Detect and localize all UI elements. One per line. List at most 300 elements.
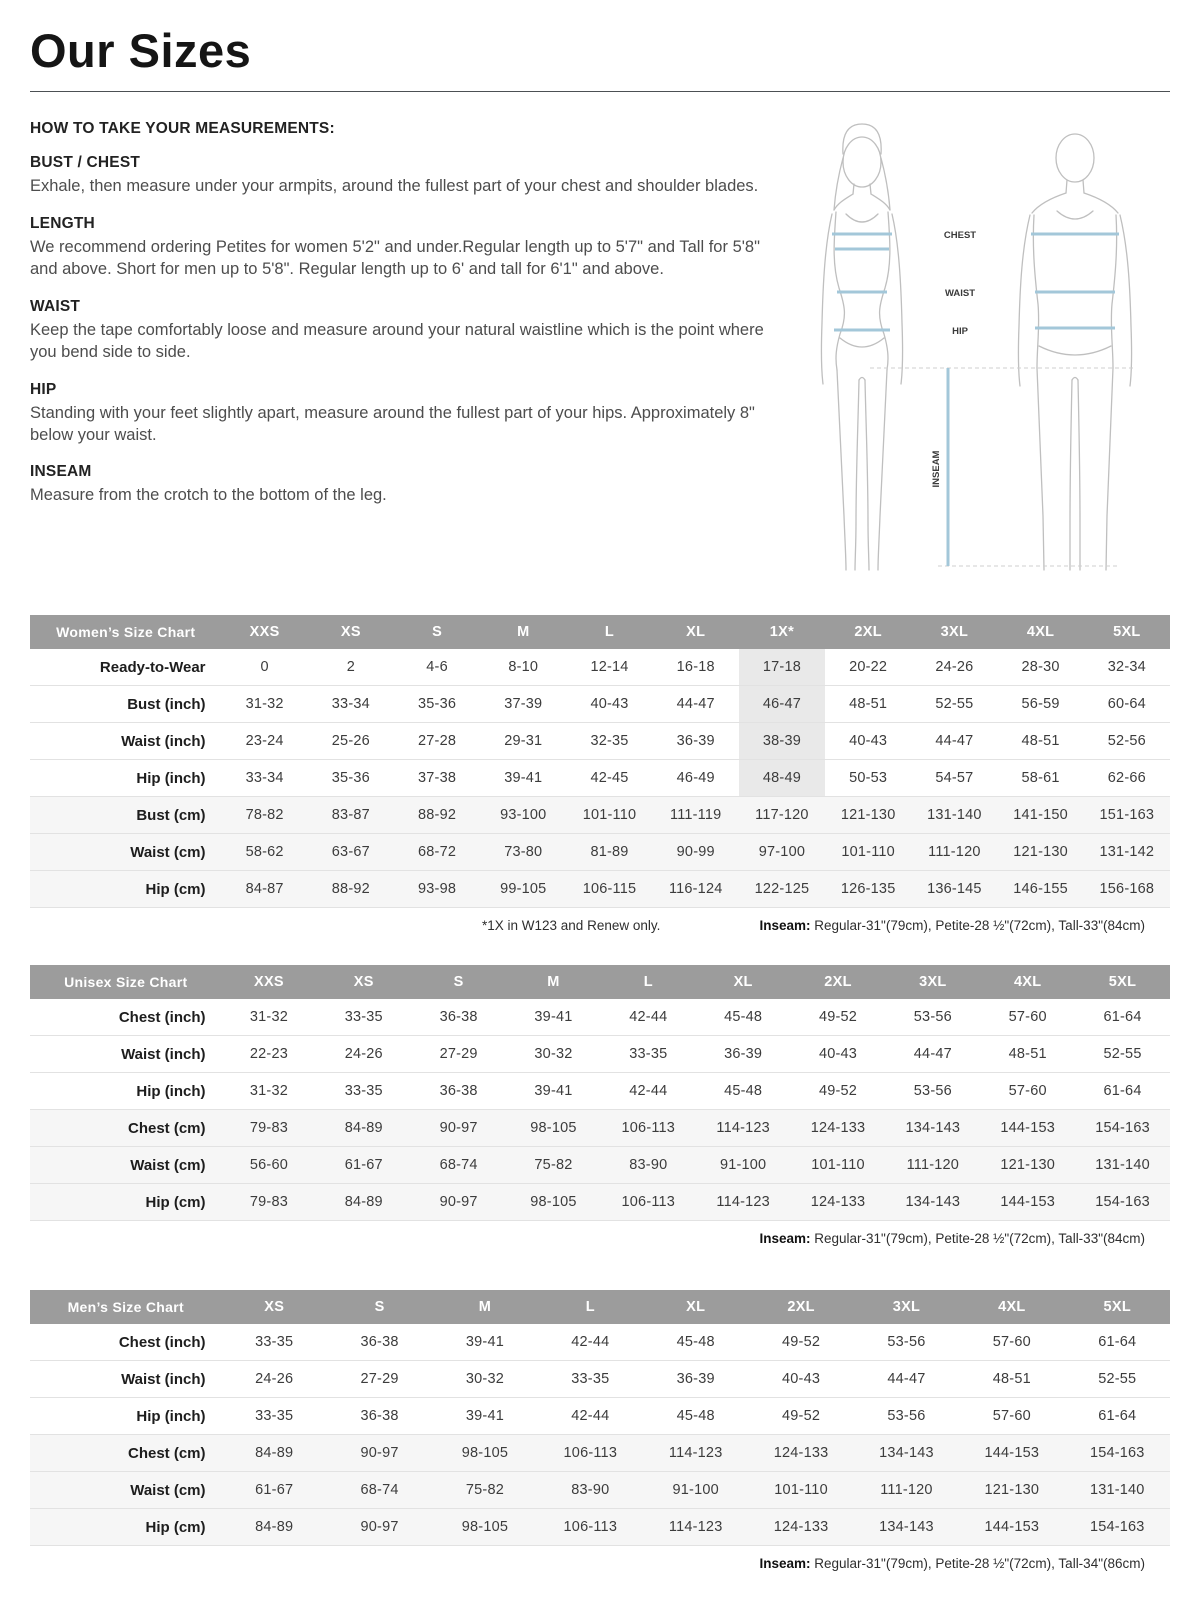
size-value-cell: 98-105 bbox=[432, 1435, 537, 1472]
size-value-cell: 79-83 bbox=[222, 1184, 317, 1221]
size-column-header: 5XL bbox=[1084, 615, 1170, 649]
measurement-instructions bbox=[30, 116, 772, 524]
size-value-cell: 52-55 bbox=[911, 686, 997, 723]
size-value-cell: 131-142 bbox=[1084, 834, 1170, 871]
size-value-cell: 61-67 bbox=[222, 1472, 327, 1509]
size-column-header: 4XL bbox=[997, 615, 1083, 649]
size-column-header: 3XL bbox=[911, 615, 997, 649]
size-table-row bbox=[30, 686, 1170, 723]
size-table-row bbox=[30, 1147, 1170, 1184]
size-value-cell: 53-56 bbox=[885, 1073, 980, 1110]
size-table-row bbox=[30, 1110, 1170, 1147]
size-value-cell: 73-80 bbox=[480, 834, 566, 871]
size-value-cell: 36-38 bbox=[411, 999, 506, 1036]
size-value-cell: 91-100 bbox=[696, 1147, 791, 1184]
size-value-cell: 88-92 bbox=[308, 871, 394, 908]
size-value-cell: 56-60 bbox=[222, 1147, 317, 1184]
size-value-cell: 101-110 bbox=[748, 1472, 853, 1509]
size-value-cell: 121-130 bbox=[997, 834, 1083, 871]
size-value-cell: 12-14 bbox=[566, 649, 652, 686]
size-value-cell: 48-51 bbox=[825, 686, 911, 723]
womens-table-footnotes bbox=[30, 918, 1145, 933]
size-value-cell: 36-38 bbox=[411, 1073, 506, 1110]
size-value-cell: 61-64 bbox=[1065, 1398, 1170, 1435]
size-value-cell: 90-97 bbox=[411, 1184, 506, 1221]
size-value-cell: 131-140 bbox=[1065, 1472, 1170, 1509]
size-value-cell: 154-163 bbox=[1075, 1110, 1170, 1147]
size-value-cell: 114-123 bbox=[643, 1509, 748, 1546]
size-value-cell: 136-145 bbox=[911, 871, 997, 908]
size-value-cell: 144-153 bbox=[959, 1435, 1064, 1472]
size-value-cell: 84-89 bbox=[316, 1110, 411, 1147]
size-value-cell: 39-41 bbox=[432, 1398, 537, 1435]
size-table-row bbox=[30, 1472, 1170, 1509]
size-column-header: L bbox=[566, 615, 652, 649]
size-column-header: 4XL bbox=[980, 965, 1075, 999]
size-value-cell: 33-35 bbox=[316, 999, 411, 1036]
size-value-cell: 101-110 bbox=[825, 834, 911, 871]
size-value-cell: 16-18 bbox=[653, 649, 739, 686]
diagram-labels bbox=[931, 230, 976, 487]
size-value-cell: 75-82 bbox=[506, 1147, 601, 1184]
chest-label: CHEST bbox=[943, 230, 977, 242]
size-value-cell: 68-74 bbox=[411, 1147, 506, 1184]
size-column-header: 5XL bbox=[1065, 1290, 1170, 1324]
size-value-cell: 90-97 bbox=[327, 1435, 432, 1472]
size-value-cell: 124-133 bbox=[748, 1435, 853, 1472]
size-value-cell: 88-92 bbox=[394, 797, 480, 834]
size-value-cell: 93-98 bbox=[394, 871, 480, 908]
size-value-cell: 124-133 bbox=[748, 1509, 853, 1546]
size-tables bbox=[30, 615, 1170, 1571]
size-value-cell: 60-64 bbox=[1084, 686, 1170, 723]
size-value-cell: 61-64 bbox=[1075, 999, 1170, 1036]
size-value-cell: 61-64 bbox=[1065, 1324, 1170, 1361]
size-value-cell: 39-41 bbox=[432, 1324, 537, 1361]
size-value-cell: 63-67 bbox=[308, 834, 394, 871]
size-column-header: S bbox=[411, 965, 506, 999]
size-value-cell: 101-110 bbox=[566, 797, 652, 834]
row-label: Waist (cm) bbox=[30, 1472, 222, 1509]
size-value-cell: 23-24 bbox=[222, 723, 308, 760]
size-table-title: Men’s Size Chart bbox=[30, 1290, 222, 1324]
size-value-cell: 39-41 bbox=[506, 1073, 601, 1110]
size-value-cell: 106-113 bbox=[601, 1184, 696, 1221]
size-value-cell: 42-44 bbox=[538, 1324, 643, 1361]
size-value-cell: 122-125 bbox=[739, 871, 825, 908]
size-value-cell: 151-163 bbox=[1084, 797, 1170, 834]
size-table-row bbox=[30, 1435, 1170, 1472]
size-value-cell: 117-120 bbox=[739, 797, 825, 834]
row-label: Chest (cm) bbox=[30, 1110, 222, 1147]
size-column-header: 3XL bbox=[854, 1290, 959, 1324]
size-table-row bbox=[30, 649, 1170, 686]
size-value-cell: 17-18 bbox=[739, 649, 825, 686]
size-value-cell: 58-62 bbox=[222, 834, 308, 871]
womens-inseam-note bbox=[759, 918, 1145, 933]
size-column-header: XS bbox=[316, 965, 411, 999]
size-value-cell: 0 bbox=[222, 649, 308, 686]
size-value-cell: 106-113 bbox=[601, 1110, 696, 1147]
man-figure bbox=[1018, 134, 1131, 570]
size-value-cell: 98-105 bbox=[506, 1110, 601, 1147]
row-label: Hip (inch) bbox=[30, 1398, 222, 1435]
inseam-note-label: Inseam: bbox=[759, 1231, 811, 1247]
size-value-cell: 40-43 bbox=[791, 1036, 886, 1073]
size-column-header: L bbox=[538, 1290, 643, 1324]
size-value-cell: 84-89 bbox=[222, 1509, 327, 1546]
row-label: Waist (cm) bbox=[30, 834, 222, 871]
size-table-title: Women’s Size Chart bbox=[30, 615, 222, 649]
size-value-cell: 31-32 bbox=[222, 999, 317, 1036]
size-value-cell: 54-57 bbox=[911, 760, 997, 797]
size-column-header: 1X* bbox=[739, 615, 825, 649]
size-value-cell: 49-52 bbox=[791, 999, 886, 1036]
section-text: We recommend ordering Petites for women 5'2" and under.Regular length up to 5'7" and Tall for 5'8" and above. Short for men up to 5'8". Regular length up to 6' and tall for 6'1" and above. bbox=[30, 237, 760, 279]
size-value-cell: 31-32 bbox=[222, 686, 308, 723]
size-value-cell: 37-39 bbox=[480, 686, 566, 723]
size-table-row bbox=[30, 1073, 1170, 1110]
section-title: LENGTH bbox=[30, 214, 95, 232]
size-table-header-row bbox=[30, 965, 1170, 999]
mens-inseam-note bbox=[759, 1556, 1145, 1571]
size-value-cell: 134-143 bbox=[854, 1435, 959, 1472]
section-inseam bbox=[30, 463, 772, 506]
size-value-cell: 78-82 bbox=[222, 797, 308, 834]
size-column-header: XXS bbox=[222, 615, 308, 649]
size-value-cell: 24-26 bbox=[316, 1036, 411, 1073]
size-table-row bbox=[30, 723, 1170, 760]
size-value-cell: 93-100 bbox=[480, 797, 566, 834]
size-column-header: L bbox=[601, 965, 696, 999]
size-value-cell: 81-89 bbox=[566, 834, 652, 871]
inseam-label: INSEAM bbox=[931, 450, 942, 488]
row-label: Waist (cm) bbox=[30, 1147, 222, 1184]
size-value-cell: 35-36 bbox=[394, 686, 480, 723]
size-value-cell: 32-34 bbox=[1084, 649, 1170, 686]
size-column-header: XL bbox=[696, 965, 791, 999]
one-x-footnote: *1X in W123 and Renew only. bbox=[482, 918, 661, 934]
size-value-cell: 57-60 bbox=[980, 1073, 1075, 1110]
size-value-cell: 33-35 bbox=[538, 1361, 643, 1398]
size-value-cell: 30-32 bbox=[432, 1361, 537, 1398]
size-value-cell: 33-35 bbox=[601, 1036, 696, 1073]
size-value-cell: 48-49 bbox=[739, 760, 825, 797]
inseam-note-text: Regular-31"(79cm), Petite-28 ½"(72cm), Tall-33"(84cm) bbox=[810, 1231, 1145, 1247]
row-label: Waist (inch) bbox=[30, 1361, 222, 1398]
row-label: Hip (cm) bbox=[30, 1509, 222, 1546]
size-value-cell: 30-32 bbox=[506, 1036, 601, 1073]
size-value-cell: 154-163 bbox=[1065, 1509, 1170, 1546]
size-value-cell: 29-31 bbox=[480, 723, 566, 760]
size-value-cell: 52-56 bbox=[1084, 723, 1170, 760]
size-column-header: XS bbox=[222, 1290, 327, 1324]
unisex-size-table bbox=[30, 965, 1170, 1221]
measurement-lines bbox=[832, 234, 1119, 566]
size-value-cell: 90-97 bbox=[411, 1110, 506, 1147]
row-label: Hip (cm) bbox=[30, 871, 222, 908]
size-value-cell: 33-35 bbox=[222, 1398, 327, 1435]
size-value-cell: 106-115 bbox=[566, 871, 652, 908]
size-value-cell: 40-43 bbox=[748, 1361, 853, 1398]
size-value-cell: 49-52 bbox=[748, 1398, 853, 1435]
size-value-cell: 46-49 bbox=[653, 760, 739, 797]
size-value-cell: 36-38 bbox=[327, 1398, 432, 1435]
size-value-cell: 52-55 bbox=[1065, 1361, 1170, 1398]
size-value-cell: 53-56 bbox=[885, 999, 980, 1036]
size-value-cell: 116-124 bbox=[653, 871, 739, 908]
woman-figure bbox=[821, 124, 902, 570]
section-hip bbox=[30, 381, 772, 447]
size-value-cell: 84-87 bbox=[222, 871, 308, 908]
size-value-cell: 36-38 bbox=[327, 1324, 432, 1361]
size-value-cell: 31-32 bbox=[222, 1073, 317, 1110]
size-column-header: 2XL bbox=[791, 965, 886, 999]
mens-size-table bbox=[30, 1290, 1170, 1546]
size-table-row bbox=[30, 760, 1170, 797]
size-value-cell: 33-35 bbox=[316, 1073, 411, 1110]
size-value-cell: 45-48 bbox=[643, 1398, 748, 1435]
size-value-cell: 124-133 bbox=[791, 1184, 886, 1221]
size-value-cell: 27-29 bbox=[327, 1361, 432, 1398]
size-table-header-row bbox=[30, 1290, 1170, 1324]
size-value-cell: 91-100 bbox=[643, 1472, 748, 1509]
size-value-cell: 154-163 bbox=[1065, 1435, 1170, 1472]
size-value-cell: 83-87 bbox=[308, 797, 394, 834]
size-value-cell: 111-119 bbox=[653, 797, 739, 834]
size-value-cell: 106-113 bbox=[538, 1435, 643, 1472]
section-text: Keep the tape comfortably loose and measure around your natural waistline which is the point where you bend side to side. bbox=[30, 320, 764, 362]
section-text: Measure from the crotch to the bottom of the leg. bbox=[30, 486, 387, 505]
size-value-cell: 68-74 bbox=[327, 1472, 432, 1509]
size-value-cell: 2 bbox=[308, 649, 394, 686]
size-value-cell: 32-35 bbox=[566, 723, 652, 760]
size-value-cell: 114-123 bbox=[696, 1110, 791, 1147]
size-value-cell: 27-29 bbox=[411, 1036, 506, 1073]
size-value-cell: 53-56 bbox=[854, 1324, 959, 1361]
size-table-row bbox=[30, 871, 1170, 908]
waist-label: WAIST bbox=[944, 288, 976, 300]
size-value-cell: 114-123 bbox=[643, 1435, 748, 1472]
size-value-cell: 53-56 bbox=[854, 1398, 959, 1435]
size-value-cell: 131-140 bbox=[1075, 1147, 1170, 1184]
row-label: Waist (inch) bbox=[30, 723, 222, 760]
size-value-cell: 57-60 bbox=[980, 999, 1075, 1036]
size-value-cell: 79-83 bbox=[222, 1110, 317, 1147]
size-value-cell: 57-60 bbox=[959, 1324, 1064, 1361]
size-value-cell: 45-48 bbox=[696, 999, 791, 1036]
size-table-row bbox=[30, 1398, 1170, 1435]
size-value-cell: 50-53 bbox=[825, 760, 911, 797]
size-value-cell: 44-47 bbox=[653, 686, 739, 723]
size-value-cell: 134-143 bbox=[854, 1509, 959, 1546]
size-value-cell: 121-130 bbox=[980, 1147, 1075, 1184]
size-value-cell: 62-66 bbox=[1084, 760, 1170, 797]
size-value-cell: 36-39 bbox=[643, 1361, 748, 1398]
size-value-cell: 98-105 bbox=[506, 1184, 601, 1221]
size-value-cell: 49-52 bbox=[791, 1073, 886, 1110]
size-value-cell: 44-47 bbox=[854, 1361, 959, 1398]
section-length bbox=[30, 215, 772, 281]
size-table-row bbox=[30, 1184, 1170, 1221]
size-value-cell: 111-120 bbox=[854, 1472, 959, 1509]
size-table-row bbox=[30, 1361, 1170, 1398]
size-table-row bbox=[30, 1509, 1170, 1546]
size-value-cell: 45-48 bbox=[696, 1073, 791, 1110]
size-value-cell: 37-38 bbox=[394, 760, 480, 797]
size-value-cell: 58-61 bbox=[997, 760, 1083, 797]
size-value-cell: 39-41 bbox=[506, 999, 601, 1036]
size-value-cell: 84-89 bbox=[316, 1184, 411, 1221]
size-column-header: 3XL bbox=[885, 965, 980, 999]
size-value-cell: 48-51 bbox=[997, 723, 1083, 760]
inseam-note-label: Inseam: bbox=[759, 1556, 811, 1572]
hip-label: HIP bbox=[952, 326, 968, 338]
size-value-cell: 39-41 bbox=[480, 760, 566, 797]
size-value-cell: 36-39 bbox=[696, 1036, 791, 1073]
size-value-cell: 131-140 bbox=[911, 797, 997, 834]
size-column-header: 2XL bbox=[748, 1290, 853, 1324]
size-table-row bbox=[30, 999, 1170, 1036]
size-value-cell: 144-153 bbox=[980, 1184, 1075, 1221]
section-title: INSEAM bbox=[30, 463, 92, 481]
size-value-cell: 124-133 bbox=[791, 1110, 886, 1147]
size-value-cell: 141-150 bbox=[997, 797, 1083, 834]
size-value-cell: 27-28 bbox=[394, 723, 480, 760]
size-table-header-row bbox=[30, 615, 1170, 649]
size-value-cell: 101-110 bbox=[791, 1147, 886, 1184]
size-value-cell: 83-90 bbox=[538, 1472, 643, 1509]
size-value-cell: 83-90 bbox=[601, 1147, 696, 1184]
size-value-cell: 52-55 bbox=[1075, 1036, 1170, 1073]
size-value-cell: 99-105 bbox=[480, 871, 566, 908]
size-table-row bbox=[30, 1324, 1170, 1361]
size-value-cell: 33-34 bbox=[308, 686, 394, 723]
size-value-cell: 42-44 bbox=[601, 999, 696, 1036]
size-value-cell: 48-51 bbox=[980, 1036, 1075, 1073]
size-column-header: 4XL bbox=[959, 1290, 1064, 1324]
size-value-cell: 106-113 bbox=[538, 1509, 643, 1546]
size-value-cell: 40-43 bbox=[825, 723, 911, 760]
size-table-row bbox=[30, 797, 1170, 834]
inseam-note-text: Regular-31"(79cm), Petite-28 ½"(72cm), Tall-33"(84cm) bbox=[810, 918, 1145, 934]
section-title: WAIST bbox=[30, 297, 81, 315]
size-value-cell: 44-47 bbox=[911, 723, 997, 760]
size-value-cell: 114-123 bbox=[696, 1184, 791, 1221]
size-column-header: XL bbox=[653, 615, 739, 649]
section-bust-chest bbox=[30, 154, 772, 197]
size-value-cell: 144-153 bbox=[959, 1509, 1064, 1546]
size-value-cell: 42-44 bbox=[601, 1073, 696, 1110]
size-column-header: XS bbox=[308, 615, 394, 649]
row-label: Bust (cm) bbox=[30, 797, 222, 834]
size-value-cell: 49-52 bbox=[748, 1324, 853, 1361]
size-column-header: M bbox=[480, 615, 566, 649]
measurements-block bbox=[30, 116, 1170, 583]
size-value-cell: 22-23 bbox=[222, 1036, 317, 1073]
size-value-cell: 111-120 bbox=[911, 834, 997, 871]
size-column-header: S bbox=[327, 1290, 432, 1324]
size-value-cell: 144-153 bbox=[980, 1110, 1075, 1147]
row-label: Ready-to-Wear bbox=[30, 649, 222, 686]
section-title: HIP bbox=[30, 380, 57, 398]
womens-size-table bbox=[30, 615, 1170, 908]
size-column-header: XL bbox=[643, 1290, 748, 1324]
size-value-cell: 35-36 bbox=[308, 760, 394, 797]
row-label: Hip (inch) bbox=[30, 760, 222, 797]
size-value-cell: 33-35 bbox=[222, 1324, 327, 1361]
size-value-cell: 134-143 bbox=[885, 1110, 980, 1147]
size-table-row bbox=[30, 1036, 1170, 1073]
size-value-cell: 38-39 bbox=[739, 723, 825, 760]
section-text: Standing with your feet slightly apart, measure around the fullest part of your hips. Approximately 8" below your waist. bbox=[30, 403, 755, 444]
row-label: Chest (inch) bbox=[30, 1324, 222, 1361]
size-value-cell: 33-34 bbox=[222, 760, 308, 797]
row-label: Chest (inch) bbox=[30, 999, 222, 1036]
size-value-cell: 98-105 bbox=[432, 1509, 537, 1546]
section-waist bbox=[30, 298, 772, 364]
unisex-inseam-note bbox=[759, 1231, 1145, 1246]
size-value-cell: 156-168 bbox=[1084, 871, 1170, 908]
size-value-cell: 121-130 bbox=[825, 797, 911, 834]
inseam-note-label: Inseam: bbox=[759, 918, 811, 934]
mens-table-footnotes bbox=[30, 1556, 1145, 1571]
size-column-header: S bbox=[394, 615, 480, 649]
size-value-cell: 126-135 bbox=[825, 871, 911, 908]
size-value-cell: 42-44 bbox=[538, 1398, 643, 1435]
size-value-cell: 97-100 bbox=[739, 834, 825, 871]
size-value-cell: 57-60 bbox=[959, 1398, 1064, 1435]
size-value-cell: 111-120 bbox=[885, 1147, 980, 1184]
row-label: Bust (inch) bbox=[30, 686, 222, 723]
size-value-cell: 56-59 bbox=[997, 686, 1083, 723]
howto-heading: HOW TO TAKE YOUR MEASUREMENTS: bbox=[30, 120, 335, 138]
title-divider bbox=[30, 91, 1170, 92]
section-title: BUST / CHEST bbox=[30, 154, 141, 172]
section-text: Exhale, then measure under your armpits, around the fullest part of your chest and shoulder blades. bbox=[30, 177, 759, 196]
size-value-cell: 28-30 bbox=[997, 649, 1083, 686]
size-table-row bbox=[30, 834, 1170, 871]
size-value-cell: 121-130 bbox=[959, 1472, 1064, 1509]
row-label: Hip (cm) bbox=[30, 1184, 222, 1221]
size-value-cell: 40-43 bbox=[566, 686, 652, 723]
size-value-cell: 20-22 bbox=[825, 649, 911, 686]
row-label: Hip (inch) bbox=[30, 1073, 222, 1110]
row-label: Waist (inch) bbox=[30, 1036, 222, 1073]
size-column-header: 2XL bbox=[825, 615, 911, 649]
size-value-cell: 44-47 bbox=[885, 1036, 980, 1073]
size-value-cell: 24-26 bbox=[911, 649, 997, 686]
size-table-title: Unisex Size Chart bbox=[30, 965, 222, 999]
inseam-note-text: Regular-31"(79cm), Petite-28 ½"(72cm), Tall-34"(86cm) bbox=[810, 1556, 1145, 1572]
measurement-diagram bbox=[790, 116, 1170, 583]
size-value-cell: 75-82 bbox=[432, 1472, 537, 1509]
body-figures-illustration bbox=[790, 118, 1170, 578]
size-value-cell: 25-26 bbox=[308, 723, 394, 760]
size-column-header: XXS bbox=[222, 965, 317, 999]
size-column-header: 5XL bbox=[1075, 965, 1170, 999]
size-value-cell: 46-47 bbox=[739, 686, 825, 723]
size-value-cell: 4-6 bbox=[394, 649, 480, 686]
size-column-header: M bbox=[506, 965, 601, 999]
size-value-cell: 154-163 bbox=[1075, 1184, 1170, 1221]
size-value-cell: 42-45 bbox=[566, 760, 652, 797]
size-value-cell: 45-48 bbox=[643, 1324, 748, 1361]
unisex-table-footnotes bbox=[30, 1231, 1145, 1246]
size-value-cell: 61-67 bbox=[316, 1147, 411, 1184]
size-value-cell: 36-39 bbox=[653, 723, 739, 760]
size-value-cell: 90-97 bbox=[327, 1509, 432, 1546]
